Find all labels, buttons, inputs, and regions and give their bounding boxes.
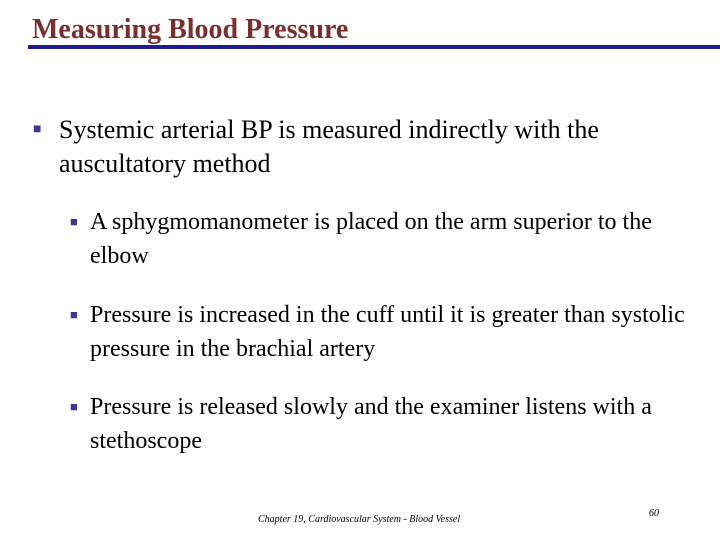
sub-bullet-text: A sphygmomanometer is placed on the arm superior to the elbow [90, 209, 652, 269]
square-bullet-icon: ■ [33, 122, 42, 137]
square-bullet-icon: ■ [70, 307, 78, 322]
title-underline [28, 45, 720, 49]
sub-bullet-text: Pressure is released slowly and the examiner listens with a stethoscope [90, 394, 652, 454]
sub-bullet-item [70, 205, 710, 273]
square-bullet-icon: ■ [70, 214, 78, 229]
slide-title: Measuring Blood Pressure [32, 14, 349, 45]
footer-text: Chapter 19, Cardiovascular System - Blood Vessel [258, 514, 461, 525]
square-bullet-icon: ■ [70, 399, 78, 414]
bullet-text: Systemic arterial BP is measured indirectly with the auscultatory method [59, 115, 599, 178]
sub-bullet-item [70, 390, 710, 458]
sub-bullet-text: Pressure is increased in the cuff until it is greater than systolic pressure in the brachial artery [90, 302, 685, 362]
page-number: 60 [649, 508, 659, 519]
sub-bullet-item [70, 298, 710, 366]
bullet-item [33, 113, 699, 181]
